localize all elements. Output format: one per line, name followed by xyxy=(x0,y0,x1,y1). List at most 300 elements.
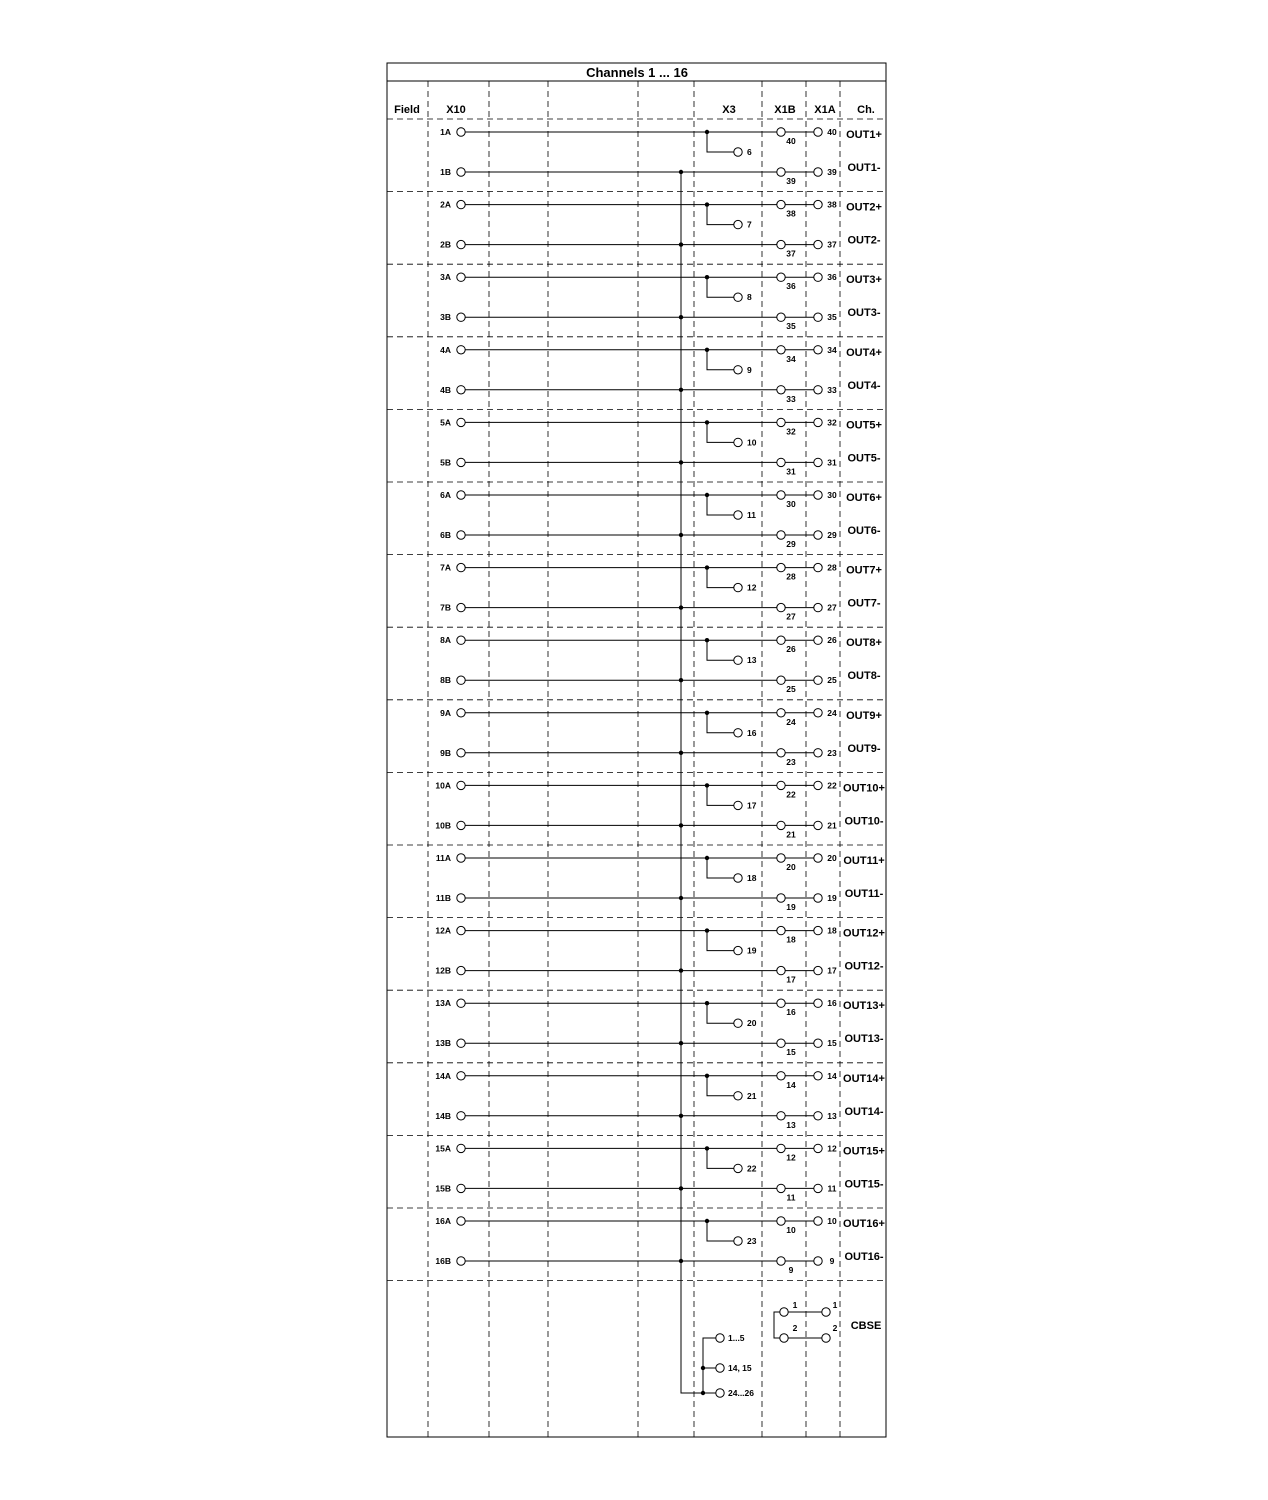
wire-x3-branch xyxy=(707,568,734,588)
x1b-terminal-minus xyxy=(777,966,785,974)
x1a-terminal-plus xyxy=(814,346,822,354)
x1a-terminal-minus xyxy=(814,313,822,321)
cbse-x1b-label-1: 1 xyxy=(792,1300,798,1310)
cbse-label: CBSE xyxy=(850,1320,882,1332)
junction-dot xyxy=(705,348,709,352)
x10-label-minus: 5B xyxy=(440,457,451,468)
x10-label-minus: 10B xyxy=(435,820,451,831)
x1a-label-plus: 18 xyxy=(827,925,837,936)
x10-label-minus: 16B xyxy=(435,1256,451,1266)
x3-common-label-3: 24...26 xyxy=(728,1388,754,1398)
x1a-label-plus: 24 xyxy=(827,707,837,718)
x10-terminal-minus xyxy=(457,603,465,611)
channel-label-minus: OUT15- xyxy=(844,1178,884,1191)
x3-terminal xyxy=(734,801,742,809)
x1a-label-minus: 19 xyxy=(827,893,837,903)
x3-common-terminal-3 xyxy=(716,1389,724,1397)
x10-terminal-minus xyxy=(457,821,465,829)
channel-label-minus: OUT3- xyxy=(847,307,881,320)
junction-dot xyxy=(705,783,709,787)
x1a-terminal-minus xyxy=(814,894,822,902)
wire-layer xyxy=(465,132,814,1261)
cbse-x1b-terminal-1 xyxy=(780,1308,788,1316)
x3-label: 9 xyxy=(747,364,752,375)
x1b-terminal-minus xyxy=(777,168,785,176)
x1b-terminal-minus xyxy=(777,313,785,321)
wire-x3-branch xyxy=(707,931,734,951)
wire-x3-branch xyxy=(707,350,734,370)
x10-label-minus: 9B xyxy=(440,747,451,758)
channel-label-minus: OUT11- xyxy=(844,888,884,900)
x10-label-minus: 7B xyxy=(440,602,451,613)
x10-terminal-minus xyxy=(457,676,465,684)
x1b-terminal-minus xyxy=(777,240,785,248)
x1a-terminal-minus xyxy=(814,168,822,176)
x1b-terminal-minus xyxy=(777,603,785,611)
x3-common-branch xyxy=(703,1338,716,1393)
junction-dot xyxy=(705,202,709,206)
x1b-terminal-plus xyxy=(777,128,785,136)
channel-label-minus: OUT16- xyxy=(844,1251,884,1263)
x1a-label-minus: 17 xyxy=(827,965,837,976)
x1b-label-minus: 13 xyxy=(786,1119,796,1130)
x1a-terminal-plus xyxy=(814,418,822,426)
junction-dot xyxy=(705,928,709,932)
x1a-label-plus: 12 xyxy=(827,1143,837,1154)
x1b-terminal-plus xyxy=(777,273,785,281)
x10-label-minus: 6B xyxy=(440,530,451,540)
x1a-terminal-minus xyxy=(814,749,822,757)
wire-x3-branch xyxy=(707,640,734,660)
x3-common-label-1: 1...5 xyxy=(728,1333,745,1343)
x1b-label-minus: 19 xyxy=(786,902,796,912)
x10-terminal-minus xyxy=(457,894,465,902)
x1b-terminal-plus xyxy=(777,709,785,717)
x1b-label-plus: 36 xyxy=(786,281,796,292)
channel-label-plus: OUT2+ xyxy=(846,201,882,214)
x10-label-plus: 1A xyxy=(440,127,451,137)
channel-label-minus: OUT14- xyxy=(844,1105,884,1118)
x1a-label-minus: 13 xyxy=(827,1110,837,1121)
x10-label-plus: 6A xyxy=(440,490,451,500)
x1a-label-minus: 25 xyxy=(827,675,837,686)
x1b-label-plus: 32 xyxy=(786,426,796,437)
x10-terminal-minus xyxy=(457,749,465,757)
x10-terminal-minus xyxy=(457,168,465,176)
x3-label: 7 xyxy=(747,219,752,230)
x1a-label-minus: 35 xyxy=(827,312,837,323)
junction-dot xyxy=(679,605,683,609)
junction-dot xyxy=(705,275,709,279)
x1b-label-plus: 24 xyxy=(786,716,796,727)
x10-terminal-minus xyxy=(457,1257,465,1265)
x10-label-plus: 4A xyxy=(440,344,451,355)
x1b-terminal-plus xyxy=(777,781,785,789)
x1a-label-plus: 34 xyxy=(827,344,837,355)
x1a-terminal-plus xyxy=(814,128,822,136)
wire-x3-branch xyxy=(707,858,734,878)
x1a-terminal-plus xyxy=(814,1144,822,1152)
x10-label-plus: 8A xyxy=(440,635,451,646)
x1a-terminal-plus xyxy=(814,200,822,208)
x1a-terminal-plus xyxy=(814,709,822,717)
x3-terminal xyxy=(734,511,742,519)
channel-label-plus: OUT16+ xyxy=(843,1218,885,1230)
x1b-label-plus: 12 xyxy=(786,1152,796,1163)
header-ch: Ch. xyxy=(857,104,875,116)
channel-label-minus: OUT8- xyxy=(847,670,881,683)
x3-common-label-2: 14, 15 xyxy=(728,1363,752,1373)
x1a-label-plus: 30 xyxy=(827,490,837,500)
x1a-terminal-plus xyxy=(814,781,822,789)
x1a-label-plus: 32 xyxy=(827,417,837,428)
x1b-label-minus: 37 xyxy=(786,248,796,259)
cbse-bridge xyxy=(774,1312,780,1338)
x3-label: 21 xyxy=(747,1090,757,1101)
channel-label-plus: OUT14+ xyxy=(843,1072,885,1085)
x10-terminal-minus xyxy=(457,313,465,321)
x1a-terminal-minus xyxy=(814,603,822,611)
x1a-terminal-plus xyxy=(814,491,822,499)
x1b-label-minus: 27 xyxy=(786,611,796,622)
wire-x3-branch xyxy=(707,132,734,152)
channel-label-minus: OUT7- xyxy=(847,597,881,610)
x10-label-minus: 8B xyxy=(440,675,451,686)
x1b-label-plus: 28 xyxy=(786,571,796,582)
terminal-layer xyxy=(457,128,822,1265)
channel-label-minus: OUT5- xyxy=(847,452,881,465)
wire-x3-branch xyxy=(707,422,734,442)
junction-dot xyxy=(679,896,683,900)
cbse-x1b-terminal-2 xyxy=(780,1334,788,1342)
x3-common-terminal-1 xyxy=(716,1334,724,1342)
x3-terminal xyxy=(734,148,742,156)
x1b-label-minus: 9 xyxy=(788,1265,794,1275)
x3-terminal xyxy=(734,1237,742,1245)
x1a-label-minus: 23 xyxy=(827,747,837,758)
x3-label: 18 xyxy=(747,873,757,883)
x1a-label-minus: 27 xyxy=(827,602,837,613)
x1a-terminal-minus xyxy=(814,1039,822,1047)
x10-terminal-plus xyxy=(457,781,465,789)
x1b-terminal-plus xyxy=(777,1217,785,1225)
wire-x3-branch xyxy=(707,1148,734,1168)
x3-label: 16 xyxy=(747,727,757,738)
x3-terminal xyxy=(734,729,742,737)
x1b-terminal-minus xyxy=(777,821,785,829)
x1a-terminal-minus xyxy=(814,458,822,466)
x1b-label-minus: 23 xyxy=(786,756,796,767)
x10-terminal-plus xyxy=(457,926,465,934)
x10-terminal-minus xyxy=(457,531,465,539)
x1b-terminal-plus xyxy=(777,854,785,862)
junction-dot xyxy=(679,242,683,246)
x1b-terminal-plus xyxy=(777,563,785,571)
x1b-terminal-plus xyxy=(777,1144,785,1152)
cbse-x1b-label-2: 2 xyxy=(792,1323,798,1333)
x3-terminal xyxy=(734,366,742,374)
x1b-label-plus: 22 xyxy=(786,789,796,800)
x3-terminal xyxy=(734,583,742,591)
x1b-terminal-minus xyxy=(777,1257,785,1265)
x1a-label-minus: 9 xyxy=(829,1256,835,1266)
x1b-terminal-minus xyxy=(777,458,785,466)
wire-x3-branch xyxy=(707,1003,734,1023)
x3-label: 17 xyxy=(747,800,757,811)
x3-common-terminal-2 xyxy=(716,1364,724,1372)
x3-terminal xyxy=(734,874,742,882)
x1a-terminal-plus xyxy=(814,1217,822,1225)
junction-dot xyxy=(705,565,709,569)
x1b-label-minus: 17 xyxy=(786,974,796,985)
x3-label: 10 xyxy=(747,437,757,448)
x10-label-plus: 5A xyxy=(440,417,451,428)
x1b-terminal-plus xyxy=(777,926,785,934)
junction-dot xyxy=(679,460,683,464)
x1b-terminal-plus xyxy=(777,418,785,426)
x10-terminal-plus xyxy=(457,273,465,281)
x3-terminal xyxy=(734,220,742,228)
diagram-title: Channels 1 ... 16 xyxy=(586,65,688,80)
x3-label: 11 xyxy=(747,510,756,520)
x10-terminal-minus xyxy=(457,386,465,394)
channel-label-plus: OUT6+ xyxy=(846,492,882,504)
x10-terminal-plus xyxy=(457,563,465,571)
header-x1a: X1A xyxy=(814,104,836,116)
x10-label-plus: 10A xyxy=(435,780,451,791)
x1b-label-plus: 40 xyxy=(786,136,796,146)
x10-label-plus: 3A xyxy=(440,272,451,283)
x3-label: 13 xyxy=(747,655,757,666)
x1b-label-plus: 34 xyxy=(786,353,796,364)
junction-dot xyxy=(679,1114,683,1118)
x1a-terminal-minus xyxy=(814,531,822,539)
x10-terminal-plus xyxy=(457,200,465,208)
x1a-terminal-plus xyxy=(814,1072,822,1080)
x1b-terminal-minus xyxy=(777,749,785,757)
x3-common-bus xyxy=(681,1262,720,1393)
x1a-label-minus: 15 xyxy=(827,1038,837,1049)
x3-label: 20 xyxy=(747,1018,757,1029)
x3-terminal xyxy=(734,946,742,954)
x1a-terminal-plus xyxy=(814,273,822,281)
x1b-label-plus: 14 xyxy=(786,1079,796,1090)
x3-label: 23 xyxy=(747,1236,757,1246)
x1b-label-minus: 15 xyxy=(786,1047,796,1058)
x10-label-minus: 11B xyxy=(435,893,451,903)
channel-label-minus: OUT2- xyxy=(847,234,881,247)
x1b-label-minus: 39 xyxy=(786,176,796,186)
x1a-label-minus: 33 xyxy=(827,384,837,395)
x1a-label-plus: 16 xyxy=(827,998,837,1009)
x1b-terminal-plus xyxy=(777,636,785,644)
x1b-terminal-minus xyxy=(777,1039,785,1047)
x3-label: 8 xyxy=(747,292,752,303)
cbse-block xyxy=(774,1300,881,1342)
x10-terminal-minus xyxy=(457,1039,465,1047)
x1b-label-minus: 35 xyxy=(786,321,796,332)
header-field: Field xyxy=(394,104,420,116)
x1a-terminal-minus xyxy=(814,386,822,394)
x1a-terminal-plus xyxy=(814,636,822,644)
x1b-terminal-plus xyxy=(777,346,785,354)
x10-label-plus: 12A xyxy=(435,925,451,936)
junction-dot xyxy=(679,823,683,827)
x1a-terminal-minus xyxy=(814,1257,822,1265)
x1a-label-minus: 21 xyxy=(827,820,837,831)
x1b-label-plus: 38 xyxy=(786,208,796,219)
x1a-label-plus: 22 xyxy=(827,780,837,791)
junction-dot xyxy=(705,1074,709,1078)
x10-terminal-plus xyxy=(457,636,465,644)
x10-terminal-plus xyxy=(457,128,465,136)
x1a-terminal-minus xyxy=(814,676,822,684)
x1b-label-plus: 20 xyxy=(786,862,796,872)
wire-x3-branch xyxy=(707,1221,734,1241)
channel-label-minus: OUT12- xyxy=(844,960,884,973)
x10-label-minus: 3B xyxy=(440,312,451,323)
x10-terminal-plus xyxy=(457,418,465,426)
cbse-x1a-terminal-2 xyxy=(822,1334,830,1342)
grid-layer xyxy=(387,81,886,1437)
junction-dot xyxy=(705,420,709,424)
x1a-terminal-minus xyxy=(814,240,822,248)
junction-dot xyxy=(679,1041,683,1045)
channel-label-plus: OUT7+ xyxy=(846,564,882,577)
cbse-x1a-label-2: 2 xyxy=(832,1323,838,1333)
x1a-label-minus: 11 xyxy=(827,1183,837,1194)
x1b-terminal-plus xyxy=(777,200,785,208)
x10-label-minus: 1B xyxy=(440,167,451,177)
channel-label-minus: OUT13- xyxy=(844,1033,884,1046)
channel-label-plus: OUT15+ xyxy=(843,1145,885,1158)
x10-label-plus: 14A xyxy=(435,1070,451,1081)
x1a-label-plus: 10 xyxy=(827,1216,837,1226)
x1a-terminal-minus xyxy=(814,1184,822,1192)
junction-dot xyxy=(705,856,709,860)
x10-terminal-plus xyxy=(457,709,465,717)
junction-dot xyxy=(705,1219,709,1223)
channel-label-plus: OUT3+ xyxy=(846,274,882,287)
cbse-x1a-label-1: 1 xyxy=(832,1300,838,1310)
x10-terminal-plus xyxy=(457,1217,465,1225)
x1b-label-plus: 18 xyxy=(786,934,796,945)
x3-common-junction-1 xyxy=(701,1366,705,1370)
x1a-terminal-plus xyxy=(814,926,822,934)
x10-label-minus: 12B xyxy=(435,965,451,976)
channel-label-minus: OUT6- xyxy=(847,525,881,537)
x3-terminal xyxy=(734,438,742,446)
x3-label: 12 xyxy=(747,582,757,593)
channel-label-plus: OUT12+ xyxy=(843,927,885,940)
junction-dot xyxy=(679,678,683,682)
x1a-label-plus: 38 xyxy=(827,199,837,210)
x1a-label-minus: 29 xyxy=(827,530,837,540)
x10-terminal-minus xyxy=(457,240,465,248)
x1b-terminal-plus xyxy=(777,491,785,499)
channel-label-plus: OUT1+ xyxy=(846,129,882,141)
x10-label-plus: 11A xyxy=(435,853,451,863)
x1b-label-plus: 10 xyxy=(786,1225,796,1235)
x1a-label-plus: 40 xyxy=(827,127,837,137)
x1b-label-minus: 21 xyxy=(786,829,796,840)
x1b-label-minus: 33 xyxy=(786,393,796,404)
x1a-terminal-minus xyxy=(814,966,822,974)
channel-label-minus: OUT10- xyxy=(844,815,884,828)
x1b-label-minus: 25 xyxy=(786,684,796,695)
x1b-label-minus: 11 xyxy=(786,1192,796,1203)
x3-common-block xyxy=(681,1262,754,1398)
x10-terminal-plus xyxy=(457,1144,465,1152)
x10-label-plus: 16A xyxy=(435,1216,451,1226)
label-layer xyxy=(435,127,885,1275)
wire-x3-branch xyxy=(707,205,734,225)
junction-dot xyxy=(679,533,683,537)
x1a-label-minus: 37 xyxy=(827,239,837,250)
x10-terminal-minus xyxy=(457,966,465,974)
x1a-label-plus: 28 xyxy=(827,562,837,573)
x1b-terminal-plus xyxy=(777,999,785,1007)
channel-label-minus: OUT1- xyxy=(847,162,881,174)
x10-terminal-minus xyxy=(457,458,465,466)
x3-label: 22 xyxy=(747,1163,757,1174)
x1b-terminal-minus xyxy=(777,894,785,902)
junction-dot xyxy=(705,130,709,134)
x1b-terminal-minus xyxy=(777,531,785,539)
x1b-label-plus: 16 xyxy=(786,1007,796,1018)
x3-terminal xyxy=(734,1092,742,1100)
x1a-label-plus: 14 xyxy=(827,1070,837,1081)
junction-dot xyxy=(679,751,683,755)
x10-label-minus: 13B xyxy=(435,1038,451,1049)
wire-x3-branch xyxy=(707,495,734,515)
x10-terminal-plus xyxy=(457,1072,465,1080)
channel-label-plus: OUT10+ xyxy=(843,782,885,795)
channel-label-plus: OUT8+ xyxy=(846,637,882,650)
junction-dot xyxy=(679,1186,683,1190)
x1b-label-plus: 30 xyxy=(786,499,796,509)
channel-label-minus: OUT4- xyxy=(847,379,881,392)
channel-label-plus: OUT5+ xyxy=(846,419,882,432)
x10-label-minus: 15B xyxy=(435,1183,451,1194)
header-x3: X3 xyxy=(722,104,736,116)
x10-terminal-plus xyxy=(457,854,465,862)
x3-label: 19 xyxy=(747,945,757,956)
wire-x3-branch xyxy=(707,713,734,733)
x10-terminal-plus xyxy=(457,346,465,354)
channel-label-plus: OUT4+ xyxy=(846,346,882,359)
junction-dot xyxy=(705,711,709,715)
x1a-label-minus: 31 xyxy=(827,457,837,468)
junction-dot xyxy=(679,968,683,972)
x10-label-minus: 4B xyxy=(440,384,451,395)
junction-dot xyxy=(679,315,683,319)
x1b-label-minus: 29 xyxy=(786,539,796,549)
x10-label-plus: 15A xyxy=(435,1143,451,1154)
junction-dot xyxy=(705,1001,709,1005)
x10-terminal-plus xyxy=(457,999,465,1007)
channel-label-plus: OUT9+ xyxy=(846,709,882,722)
junction-dot xyxy=(705,493,709,497)
x10-terminal-minus xyxy=(457,1112,465,1120)
junction-dot xyxy=(679,388,683,392)
wire-x3-branch xyxy=(707,277,734,297)
x10-terminal-minus xyxy=(457,1184,465,1192)
x1b-terminal-minus xyxy=(777,386,785,394)
x1a-terminal-minus xyxy=(814,1112,822,1120)
x10-label-minus: 14B xyxy=(435,1110,451,1121)
x10-label-minus: 2B xyxy=(440,239,451,250)
